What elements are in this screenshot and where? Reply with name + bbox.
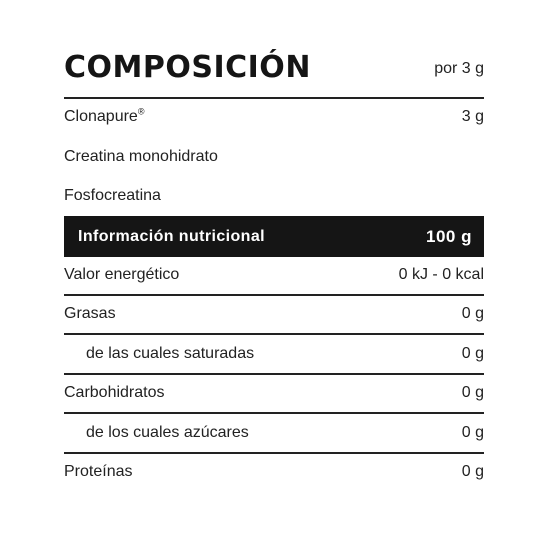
composition-item-label: Creatina monohidrato: [64, 148, 218, 165]
nutrition-header-value: 100 g: [426, 227, 472, 246]
composition-serving-size: por 3 g: [434, 60, 484, 77]
nutrition-row-value: 0 kJ - 0 kcal: [398, 266, 484, 283]
nutrition-row: [64, 295, 484, 335]
composition-item-value: 3 g: [461, 108, 484, 125]
nutrition-row-label: de las cuales saturadas: [86, 345, 255, 362]
nutrition-row-label: Grasas: [64, 305, 116, 322]
nutrition-row-value: 0 g: [461, 305, 484, 322]
nutrition-row: [64, 414, 484, 454]
nutrition-row-label: Carbohidratos: [64, 384, 165, 401]
composition-header: [64, 48, 484, 88]
composition-divider: [64, 97, 484, 99]
composition-row: [64, 105, 484, 129]
nutrition-row-value: 0 g: [461, 424, 484, 441]
composition-item-label: Fosfocreatina: [64, 187, 161, 204]
nutrition-row-label: Valor energético: [64, 266, 180, 283]
nutrition-row-value: 0 g: [461, 463, 484, 480]
nutrition-row: [64, 335, 484, 375]
nutrition-row-label: Proteínas: [64, 463, 133, 480]
composition-item-label: Clonapure®: [64, 106, 145, 125]
nutrition-row: [64, 374, 484, 414]
composition-row: [64, 145, 484, 169]
registered-mark: ®: [137, 106, 145, 117]
nutrition-header-bar: [64, 216, 484, 257]
nutrition-row-value: 0 g: [461, 384, 484, 401]
nutrition-row-value: 0 g: [461, 345, 484, 362]
nutrition-row: [64, 453, 484, 491]
nutrition-header-label: Información nutricional: [78, 228, 265, 245]
composition-row: [64, 184, 484, 208]
nutrition-row: [64, 256, 484, 296]
composition-title: COMPOSICIÓN: [64, 50, 311, 85]
nutrition-row-label: de los cuales azúcares: [86, 424, 249, 441]
